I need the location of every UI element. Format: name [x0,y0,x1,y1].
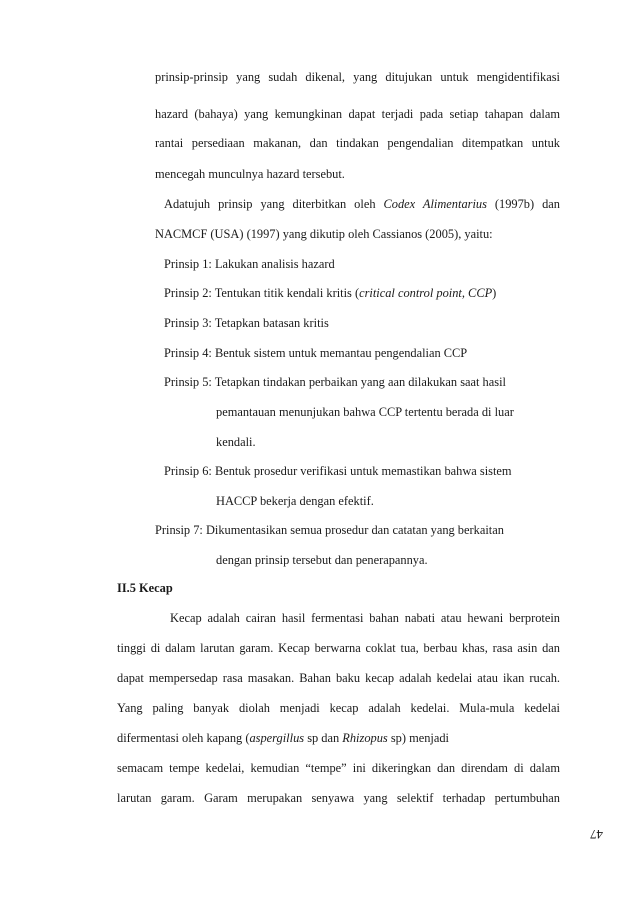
principle-6-line1: Prinsip 6: Bentuk prosedur verifikasi untuk memastikan bahwa sistem [164,464,512,478]
page-number: 47 [590,827,603,842]
section-line6: semacam tempe kedelai, kemudian “tempe” ini dikeringkan dan direndam di dalam [117,761,560,775]
para2-line2: NACMCF (USA) (1997) yang dikutip oleh Cassianos (2005), yaitu: [155,227,493,241]
section-heading: II.5 Kecap [117,581,173,595]
aspergillus: aspergillus [249,731,305,745]
principle-3: Prinsip 3: Tetapkan batasan kritis [164,316,329,330]
section-line2: tinggi di dalam larutan garam. Kecap berwarna coklat tua, berbau khas, rasa asin dan [117,641,560,655]
section-line4: Yang paling banyak diolah menjadi kecap adalah kedelai. Mula-mula kedelai [117,701,560,715]
codex-alimentarius: Codex Alimentarius [383,197,487,211]
principle-2 [164,285,496,301]
principle-2-italic: critical control point, CCP [359,286,493,300]
principle-7-line2: dengan prinsip tersebut dan penerapannya. [216,553,428,567]
section-line1: Kecap adalah cairan hasil fermentasi bahan nabati atau hewani berprotein [170,611,560,625]
principle-4: Prinsip 4: Bentuk sistem untuk memantau pengendalian CCP [164,346,468,360]
principle-6-line2: HACCP bekerja dengan efektif. [216,494,374,508]
para2-text-a: Adatujuh prinsip yang diterbitkan oleh [164,197,384,211]
para1-line1: prinsip-prinsip yang sudah dikenal, yang ditujukan untuk mengidentifikasi [155,70,560,84]
para1-line3: rantai persediaan makanan, dan tindakan pengendalian ditempatkan untuk [155,136,560,150]
principle-5-line1: Prinsip 5: Tetapkan tindakan perbaikan yang aan dilakukan saat hasil [164,375,506,389]
principle-2-text-a: Prinsip 2: Tentukan titik kendali kritis ( [164,286,360,300]
principle-2-text-c: ) [492,286,497,300]
principle-1: Prinsip 1: Lakukan analisis hazard [164,257,335,271]
principle-5-line2: pemantauan menunjukan bahwa CCP tertentu berada di luar [216,405,514,419]
para1-line4: mencegah munculnya hazard tersebut. [155,167,345,181]
para2-text-c: (1997b) dan [486,197,560,211]
section-line5-e: sp) menjadi [387,731,449,745]
para1-line2: hazard (bahaya) yang kemungkinan dapat terjadi pada setiap tahapan dalam [155,107,560,121]
principle-5-line3: kendali. [216,435,256,449]
section-line3: dapat mempersedap rasa masakan. Bahan baku kecap adalah kedelai atau ikan rucah. [117,671,560,685]
section-line5-c: sp dan [304,731,343,745]
para2-line1 [164,196,560,212]
section-line7: larutan garam. Garam merupakan senyawa yang selektif terhadap pertumbuhan [117,791,560,805]
section-line5-a: difermentasi oleh kapang ( [117,731,250,745]
section-line5 [117,730,449,746]
principle-7-line1: Prinsip 7: Dikumentasikan semua prosedur dan catatan yang berkaitan [155,523,504,537]
rhizopus: Rhizopus [342,731,388,745]
